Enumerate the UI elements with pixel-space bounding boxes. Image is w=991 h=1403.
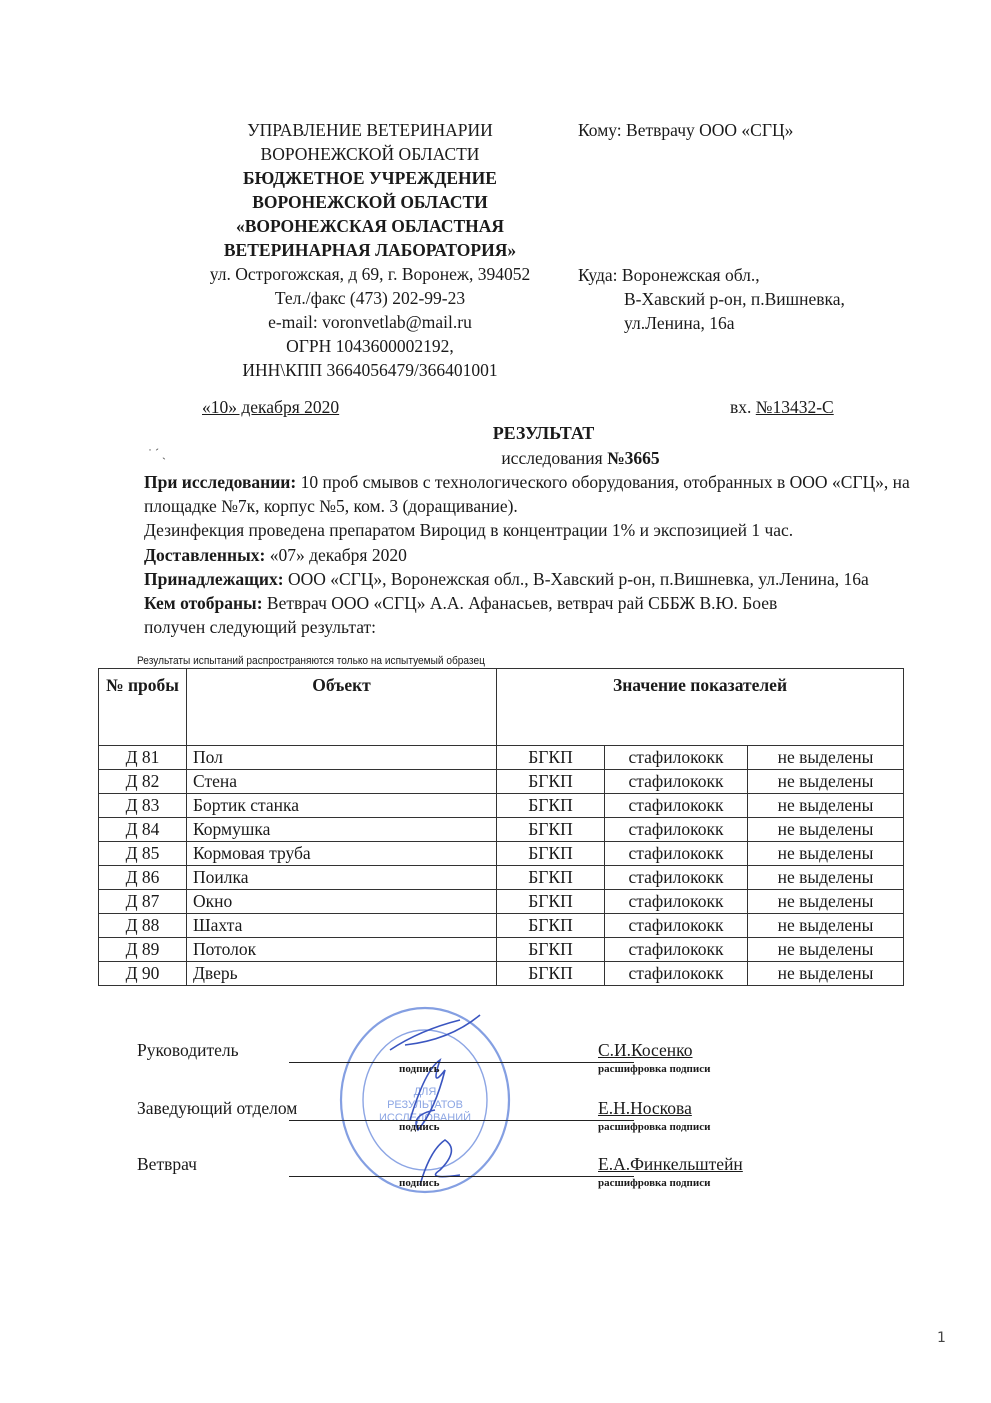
object-cell: Кормушка — [187, 818, 497, 842]
sampler-text: Ветврач ООО «СГЦ» А.А. Афанасьев, ветврач рай СББЖ В.Ю. Боев — [266, 593, 778, 614]
test1-cell: БГКП — [497, 962, 605, 986]
sample-id-cell: Д 87 — [99, 890, 187, 914]
object-cell: Стена — [187, 770, 497, 794]
signature-label: подпись — [399, 1063, 440, 1075]
sample-id-cell: Д 81 — [99, 746, 187, 770]
object-cell: Потолок — [187, 938, 497, 962]
decode-label: расшифровка подписи — [598, 1177, 711, 1189]
sample-id-cell: Д 89 — [99, 938, 187, 962]
test1-cell: БГКП — [497, 938, 605, 962]
result-cell: не выделены — [748, 794, 904, 818]
signer-role: Заведующий отделом — [137, 1098, 298, 1118]
owner-line — [144, 567, 914, 591]
signature-line — [289, 1120, 634, 1121]
test1-cell: БГКП — [497, 842, 605, 866]
decode-label: расшифровка подписи — [598, 1063, 711, 1075]
document-title: РЕЗУЛЬТАТ — [492, 423, 595, 443]
study-label: При исследовании: — [144, 472, 297, 492]
signer-name: Е.Н.Носкова — [598, 1098, 692, 1118]
sampler-label: Кем отобраны: — [144, 593, 263, 614]
test1-cell: БГКП — [497, 890, 605, 914]
scan-specks: ˙ ˊ ˏ — [148, 446, 166, 460]
svg-text:РЕЗУЛЬТАТОВ: РЕЗУЛЬТАТОВ — [387, 1099, 463, 1111]
document-subtitle — [0, 448, 991, 469]
study-details — [144, 470, 944, 639]
issuer-header — [180, 118, 560, 382]
sample-id-cell: Д 84 — [99, 818, 187, 842]
study-text: 10 проб смывов с технологического оборудования, отобранных в ООО «СГЦ», на площадке №7к, корпус №5, ком. 3 (доращивание). — [144, 472, 910, 517]
test1-cell: БГКП — [497, 818, 605, 842]
where-line: В-Хавский р-он, п.Вишневка, — [624, 289, 845, 309]
test1-cell: БГКП — [497, 794, 605, 818]
object-cell: Окно — [187, 890, 497, 914]
object-cell: Пол — [187, 746, 497, 770]
subtitle-text: исследования — [501, 448, 603, 468]
issuer-line: ВОРОНЕЖСКОЙ ОБЛАСТИ — [260, 144, 480, 164]
where-line: Воронежская обл., — [621, 265, 760, 285]
issuer-line-bold: ВОРОНЕЖСКОЙ ОБЛАСТИ — [252, 192, 488, 212]
decode-label: расшифровка подписи — [598, 1121, 711, 1133]
test1-cell: БГКП — [497, 866, 605, 890]
test1-cell: БГКП — [497, 746, 605, 770]
test1-cell: БГКП — [497, 914, 605, 938]
results-table — [98, 668, 904, 986]
delivered-line — [144, 543, 944, 567]
sample-id-cell: Д 88 — [99, 914, 187, 938]
object-cell: Поилка — [187, 866, 497, 890]
test2-cell: стафилококк — [605, 962, 748, 986]
signer-role: Руководитель — [137, 1040, 239, 1060]
table-row — [99, 818, 904, 842]
owner-text: ООО «СГЦ», Воронежская обл., В-Хавский р-он, п.Вишневка, ул.Ленина, 16а — [287, 568, 869, 589]
test2-cell: стафилококк — [605, 890, 748, 914]
sampler-line — [144, 591, 944, 615]
issuer-inn-kpp: ИНН\КПП 3664056479/366401001 — [242, 360, 498, 380]
sample-id-cell: Д 83 — [99, 794, 187, 818]
page-number: 1 — [937, 1330, 946, 1346]
object-cell: Шахта — [187, 914, 497, 938]
result-intro: получен следующий результат: — [144, 617, 377, 638]
recipient-address — [578, 263, 845, 335]
test2-cell: стафилококк — [605, 794, 748, 818]
result-cell: не выделены — [748, 770, 904, 794]
test2-cell: стафилококк — [605, 746, 748, 770]
signature-line — [289, 1062, 634, 1063]
table-row — [99, 794, 904, 818]
incoming-prefix: вх. — [730, 397, 752, 417]
owner-label: Принадлежащих: — [144, 568, 284, 589]
signature-row — [137, 1040, 837, 1100]
result-cell: не выделены — [748, 914, 904, 938]
delivered-label: Доставленных: — [144, 544, 266, 565]
svg-text:ДЛЯ: ДЛЯ — [413, 1086, 437, 1098]
result-cell: не выделены — [748, 746, 904, 770]
result-cell: не выделены — [748, 962, 904, 986]
test2-cell: стафилококк — [605, 818, 748, 842]
table-row — [99, 842, 904, 866]
table-row — [99, 866, 904, 890]
signer-name: С.И.Косенко — [598, 1040, 693, 1060]
table-header-row — [99, 669, 904, 746]
issuer-email: e-mail: voronvetlab@mail.ru — [268, 312, 472, 332]
result-cell: не выделены — [748, 866, 904, 890]
signature-line — [289, 1176, 634, 1177]
issuer-address: ул. Острогожская, д 69, г. Воронеж, 394052 — [209, 264, 531, 284]
signature-row — [137, 1154, 837, 1214]
issuer-ogrn: ОГРН 1043600002192, — [286, 336, 454, 356]
study-number: №3665 — [607, 448, 660, 468]
result-cell: не выделены — [748, 842, 904, 866]
result-cell: не выделены — [748, 818, 904, 842]
recipient-to: Кому: Ветврачу ООО «СГЦ» — [578, 120, 794, 140]
test2-cell: стафилококк — [605, 866, 748, 890]
sample-id-cell: Д 86 — [99, 866, 187, 890]
signature-label: подпись — [399, 1177, 440, 1189]
where-line: ул.Ленина, 16а — [624, 313, 735, 333]
issuer-line: УПРАВЛЕНИЕ ВЕТЕРИНАРИИ — [247, 120, 493, 140]
result-cell: не выделены — [748, 890, 904, 914]
table-row — [99, 962, 904, 986]
test2-cell: стафилококк — [605, 770, 748, 794]
issuer-line-bold: ВЕТЕРИНАРНАЯ ЛАБОРАТОРИЯ» — [223, 240, 517, 260]
object-cell: Дверь — [187, 962, 497, 986]
where-label: Куда: — [578, 265, 618, 285]
issuer-phone: Тел./факс (473) 202-99-23 — [274, 288, 466, 308]
svg-text:ИССЛЕДОВАНИЙ: ИССЛЕДОВАНИЙ — [378, 1112, 472, 1124]
scope-note: Результаты испытаний распространяются только на испытуемый образец — [137, 655, 485, 667]
header-sample-no: № пробы — [99, 669, 187, 746]
table-row — [99, 770, 904, 794]
test2-cell: стафилококк — [605, 842, 748, 866]
test2-cell: стафилококк — [605, 914, 748, 938]
test2-cell: стафилококк — [605, 938, 748, 962]
delivered-text: «07» декабря 2020 — [269, 544, 407, 565]
table-row — [99, 938, 904, 962]
sample-id-cell: Д 90 — [99, 962, 187, 986]
header-values: Значение показателей — [497, 669, 904, 746]
table-row — [99, 914, 904, 938]
test1-cell: БГКП — [497, 770, 605, 794]
incoming-number — [730, 397, 834, 418]
object-cell: Бортик станка — [187, 794, 497, 818]
incoming-value: №13432-С — [755, 397, 834, 417]
object-cell: Кормовая труба — [187, 842, 497, 866]
header-object: Объект — [187, 669, 497, 746]
issuer-line-bold: «ВОРОНЕЖСКАЯ ОБЛАСТНАЯ — [235, 216, 505, 236]
sample-id-cell: Д 82 — [99, 770, 187, 794]
sample-id-cell: Д 85 — [99, 842, 187, 866]
issuer-line-bold: БЮДЖЕТНОЕ УЧРЕЖДЕНИЕ — [243, 168, 497, 188]
table-row — [99, 890, 904, 914]
signer-role: Ветврач — [137, 1154, 197, 1174]
signature-row — [137, 1098, 837, 1158]
signature-label: подпись — [399, 1121, 440, 1133]
result-cell: не выделены — [748, 938, 904, 962]
study-line — [144, 470, 944, 518]
signer-name: Е.А.Финкельштейн — [598, 1154, 743, 1174]
disinfection-line: Дезинфекция проведена препаратом Вироцид в концентрации 1% и экспозицией 1 час. — [144, 520, 794, 541]
table-row — [99, 746, 904, 770]
document-date: «10» декабря 2020 — [202, 397, 340, 417]
